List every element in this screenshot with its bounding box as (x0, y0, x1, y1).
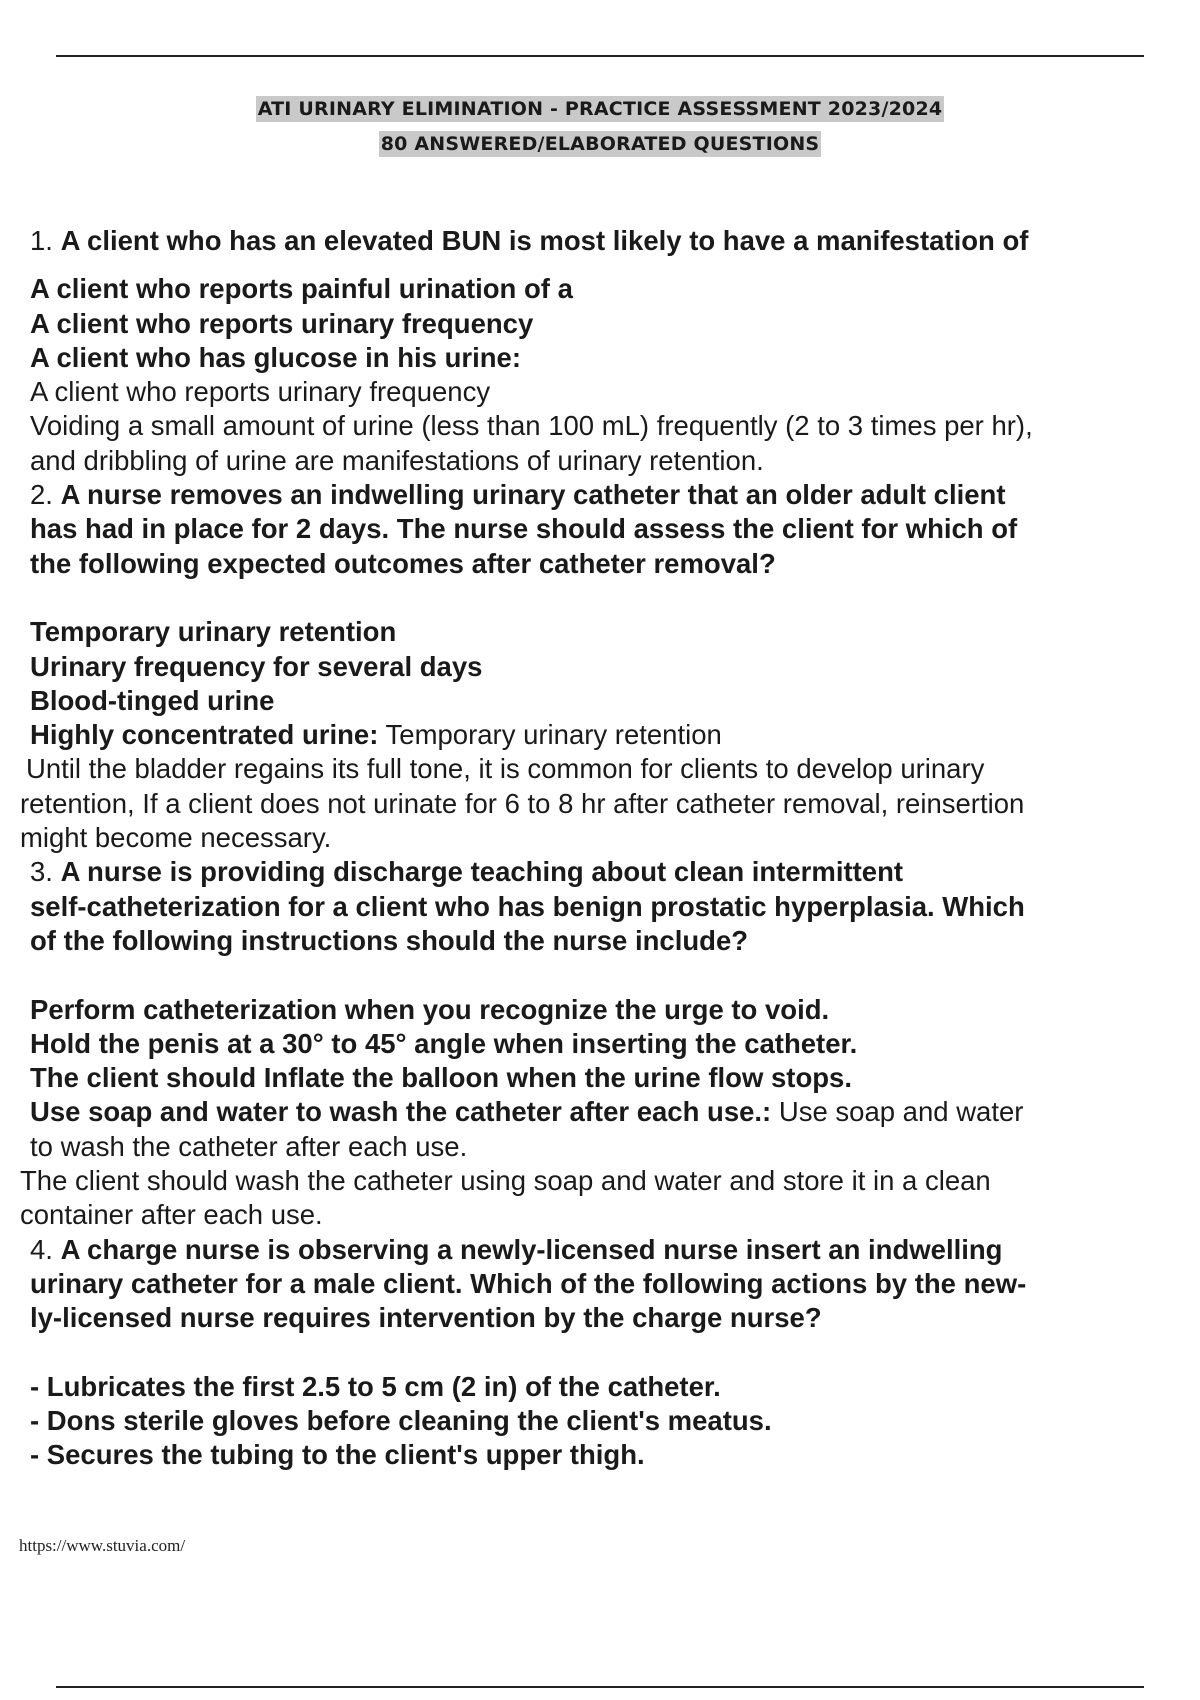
option: A client who reports painful urination of a (30, 273, 573, 305)
rationale-line: container after each use. (20, 1199, 323, 1231)
question-number: 3. (30, 856, 53, 888)
option: Use soap and water to wash the catheter after each use.: (30, 1096, 772, 1128)
spacer (30, 1336, 1195, 1370)
option: Temporary urinary retention (30, 616, 397, 648)
question-text: A nurse removes an indwelling urinary catheter that an older adult client (60, 479, 1006, 511)
answer: Use soap and water (778, 1096, 1024, 1128)
option: Highly concentrated urine: (30, 719, 379, 751)
option: A client who reports urinary frequency (30, 307, 534, 339)
spacer (30, 581, 1195, 615)
question-text: self-catheterization for a client who has benign prostatic hyperplasia. Which (30, 890, 1025, 922)
question-number: 2. (30, 479, 53, 511)
option: - Secures the tubing to the client's upper thigh. (30, 1439, 645, 1471)
footer-url[interactable]: https://www.stuvia.com/ (19, 1536, 186, 1555)
question-text: the following expected outcomes after catheter removal? (30, 547, 776, 579)
bottom-divider (56, 1686, 1144, 1688)
question-text: urinary catheter for a male client. Which of the following actions by the new- (30, 1267, 1027, 1299)
question-1 (30, 224, 1195, 258)
rationale-line: and dribbling of urine are manifestations of urinary retention. (30, 444, 764, 476)
option-with-answer (30, 1095, 1195, 1129)
question-text: A charge nurse is observing a newly-licensed nurse insert an indwelling (60, 1233, 1003, 1265)
top-divider (56, 55, 1144, 57)
option: Perform catheterization when you recognize the urge to void. (30, 993, 830, 1025)
question-text: of the following instructions should the nurse include? (30, 924, 749, 956)
option: A client who has glucose in his urine: (30, 341, 521, 373)
rationale-line: retention, If a client does not urinate for 6 to 8 hr after catheter removal, reinsertion (20, 787, 1025, 819)
answer: Temporary urinary retention (385, 719, 722, 751)
rationale-line: Voiding a small amount of urine (less than 100 mL) frequently (2 to 3 times per hr), (30, 410, 1033, 442)
document-title: ATI URINARY ELIMINATION - PRACTICE ASSESSMENT 2023/2024 (257, 98, 943, 120)
option: Hold the penis at a 30° to 45° angle when inserting the catheter. (30, 1027, 858, 1059)
question-number: 1. (30, 225, 53, 256)
option-with-answer (30, 718, 1195, 752)
option: - Lubricates the first 2.5 to 5 cm (2 in) of the catheter. (30, 1370, 721, 1402)
option: Urinary frequency for several days (30, 650, 483, 682)
document-subtitle: 80 ANSWERED/ELABORATED QUESTIONS (380, 133, 820, 155)
document-header (0, 96, 1200, 166)
question-content (20, 224, 1195, 1473)
question-number: 4. (30, 1233, 53, 1265)
question-4 (30, 1233, 1195, 1267)
option: - Dons sterile gloves before cleaning the client's meatus. (30, 1405, 772, 1437)
rationale-line: The client should wash the catheter using soap and water and store it in a clean (20, 1165, 991, 1197)
spacer (30, 958, 1195, 992)
answer: A client who reports urinary frequency (30, 376, 491, 408)
question-2 (30, 478, 1195, 512)
question-text: A client who has an elevated BUN is most likely to have a manifestation of (60, 225, 1029, 256)
question-3 (30, 855, 1195, 889)
question-text: A nurse is providing discharge teaching about clean intermittent (60, 856, 904, 888)
option: The client should Inflate the balloon when the urine flow stops. (30, 1062, 852, 1094)
rationale-line: Until the bladder regains its full tone, it is common for clients to develop urinary (26, 753, 985, 785)
question-text: has had in place for 2 days. The nurse should assess the client for which of (30, 513, 1018, 545)
rationale-line: might become necessary. (20, 822, 332, 854)
option: Blood-tinged urine (30, 684, 275, 716)
question-text: ly-licensed nurse requires intervention by the charge nurse? (30, 1302, 822, 1334)
answer: to wash the catheter after each use. (30, 1130, 468, 1162)
